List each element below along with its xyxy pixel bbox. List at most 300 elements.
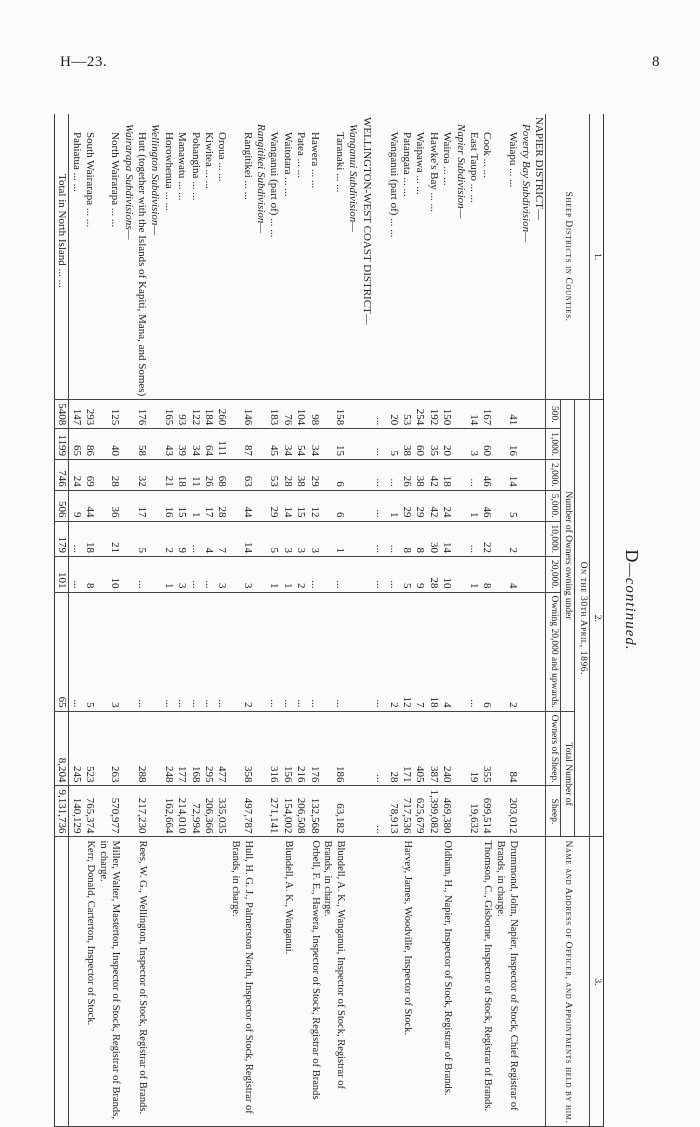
district-label: Manawatu <box>176 132 189 179</box>
officer-cell: Rees, W. G., Wellington, Inspector of Stock, Registrar of Brands. <box>135 837 148 1127</box>
table-row <box>400 114 413 1127</box>
value-cell: 44 <box>83 490 96 521</box>
value-cell: 46 <box>480 490 493 521</box>
officer-cell <box>519 837 532 1127</box>
value-cell: 34 <box>188 429 201 460</box>
table-row <box>188 114 201 1127</box>
sheep-owners-table <box>54 114 604 1127</box>
value-cell <box>519 557 532 593</box>
value-cell <box>346 429 359 460</box>
value-cell: 14 <box>493 460 518 491</box>
value-cell <box>532 592 546 711</box>
value-cell: 32 <box>135 460 148 491</box>
value-cell: 34 <box>281 429 294 460</box>
value-cell: 12 <box>307 490 320 521</box>
value-cell: 30 <box>426 521 439 557</box>
value-cell <box>346 592 359 711</box>
value-cell <box>519 786 532 837</box>
value-cell: 570,977 <box>96 786 121 837</box>
value-cell: 58 <box>135 429 148 460</box>
value-cell <box>346 557 359 593</box>
value-cell: 19 <box>467 711 480 786</box>
value-cell <box>519 400 532 429</box>
officer-cell <box>294 837 307 1127</box>
district-cell <box>359 114 372 400</box>
value-cell <box>121 711 134 786</box>
value-cell: ... <box>373 429 386 460</box>
value-cell <box>532 400 546 429</box>
value-cell: 176 <box>135 400 148 429</box>
value-cell <box>359 490 372 521</box>
value-cell <box>148 490 161 521</box>
value-cell: 5 <box>135 521 148 557</box>
value-cell <box>148 521 161 557</box>
value-cell: ... <box>373 786 386 837</box>
value-cell: 355 <box>480 711 493 786</box>
officer-cell <box>121 837 134 1127</box>
value-cell: 35 <box>426 429 439 460</box>
value-cell: ... <box>281 592 294 711</box>
value-cell <box>254 400 267 429</box>
value-cell <box>453 711 466 786</box>
value-cell: 248 <box>161 711 174 786</box>
value-cell <box>519 490 532 521</box>
value-cell: 293 <box>83 400 96 429</box>
value-cell <box>359 521 372 557</box>
value-cell: 54 <box>294 429 307 460</box>
column-header: 10,000. <box>546 521 560 557</box>
value-cell <box>532 786 546 837</box>
value-cell: ... <box>373 521 386 557</box>
value-cell <box>121 490 134 521</box>
column-header: 20,000. <box>546 557 560 593</box>
district-cell <box>281 114 294 400</box>
value-cell <box>148 460 161 491</box>
value-cell: 63,182 <box>321 786 346 837</box>
value-cell: 101 <box>54 557 68 593</box>
table-row <box>121 114 134 1127</box>
officer-cell <box>346 837 359 1127</box>
value-cell <box>359 557 372 593</box>
leader-dots: ... ... <box>241 177 254 200</box>
district-cell <box>175 114 188 400</box>
value-cell: 18 <box>440 460 453 491</box>
value-cell: ... <box>373 557 386 593</box>
value-cell <box>148 400 161 429</box>
value-cell: 26 <box>400 460 413 491</box>
value-cell: 18 <box>175 460 188 491</box>
value-cell: 625,679 <box>413 786 426 837</box>
district-cell <box>161 114 174 400</box>
value-cell: ... <box>321 592 346 711</box>
district-cell <box>254 114 267 400</box>
value-cell: 16 <box>493 429 518 460</box>
district-label: Pahiatua <box>70 132 83 170</box>
table-title-suffix: —continued. <box>622 563 638 651</box>
value-cell: 240 <box>440 711 453 786</box>
district-label: Oroua <box>216 132 229 160</box>
value-cell: 14 <box>440 521 453 557</box>
col3-header: Name and Address of Officer, and Appointments held by him. <box>546 837 589 1127</box>
table-row <box>346 114 359 1127</box>
value-cell: 184 <box>202 400 215 429</box>
district-label: Poverty Bay Subdivision— <box>519 124 532 242</box>
value-cell: 72,994 <box>188 786 201 837</box>
value-cell: 4 <box>493 557 518 593</box>
value-cell: 12 <box>400 592 413 711</box>
value-cell: 203,012 <box>493 786 518 837</box>
leader-dots: ... ... <box>481 155 494 178</box>
district-label: South Wairarapa <box>84 132 97 206</box>
value-cell <box>121 592 134 711</box>
value-cell <box>519 711 532 786</box>
value-cell: 36 <box>96 490 121 521</box>
value-cell: ... <box>188 592 201 711</box>
officer-cell: Kerr, Donald, Carterton, Inspector of Stock. <box>83 837 96 1127</box>
value-cell: 469,380 <box>440 786 453 837</box>
value-cell: 46 <box>480 460 493 491</box>
value-cell: 179 <box>54 521 68 557</box>
value-cell <box>254 490 267 521</box>
district-cell <box>386 114 399 400</box>
value-cell: 4 <box>202 521 215 557</box>
value-cell: ... <box>188 521 201 557</box>
value-cell: 39 <box>175 429 188 460</box>
value-cell: 1 <box>267 557 280 593</box>
value-cell <box>453 490 466 521</box>
value-cell: 2 <box>161 521 174 557</box>
value-cell <box>453 786 466 837</box>
value-cell: 405 <box>413 711 426 786</box>
value-cell: 65 <box>69 429 83 460</box>
value-cell: 140,129 <box>69 786 83 837</box>
value-cell: 147 <box>69 400 83 429</box>
value-cell <box>532 490 546 521</box>
value-cell: 122 <box>188 400 201 429</box>
header-row-date <box>575 114 589 1127</box>
value-cell: 29 <box>413 490 426 521</box>
value-cell: ... <box>307 557 320 593</box>
value-cell: 7 <box>413 592 426 711</box>
value-cell: 15 <box>321 429 346 460</box>
table-row <box>426 114 439 1127</box>
value-cell: 3 <box>467 429 480 460</box>
leader-dots: ... ... <box>333 170 346 193</box>
district-label: Wanganui (part of) <box>268 132 281 216</box>
value-cell: 78,913 <box>386 786 399 837</box>
value-cell <box>359 400 372 429</box>
value-cell: ... <box>267 592 280 711</box>
column-header: Owning 20,000 and upwards. <box>546 592 560 711</box>
value-cell: 263 <box>96 711 121 786</box>
value-cell: 150 <box>440 400 453 429</box>
officer-cell <box>426 837 439 1127</box>
district-label: Hawera <box>308 132 321 167</box>
value-cell: 477 <box>215 711 228 786</box>
value-cell <box>532 429 546 460</box>
value-cell: 29 <box>400 490 413 521</box>
district-label: Total in North Island <box>56 174 69 266</box>
value-cell: 183 <box>267 400 280 429</box>
value-cell <box>532 521 546 557</box>
value-cell: 17 <box>202 490 215 521</box>
value-cell <box>254 460 267 491</box>
officer-cell <box>386 837 399 1127</box>
value-cell <box>346 711 359 786</box>
leader-dots: ... ... <box>467 180 480 203</box>
value-cell: ... <box>135 592 148 711</box>
value-cell: 87 <box>229 429 254 460</box>
header-row-numbers <box>589 114 603 1127</box>
value-cell: ... <box>135 557 148 593</box>
district-label: Napier Subdivision— <box>454 124 467 219</box>
officer-cell <box>453 837 466 1127</box>
value-cell: 9,131,736 <box>54 786 68 837</box>
value-cell <box>148 711 161 786</box>
value-cell <box>359 460 372 491</box>
value-cell: 84 <box>493 711 518 786</box>
district-label: Patangata <box>400 132 413 175</box>
value-cell: ... <box>69 557 83 593</box>
value-cell <box>121 786 134 837</box>
district-label: Wairarapa Subdivisions— <box>122 124 135 240</box>
district-cell <box>121 114 134 400</box>
value-cell <box>453 557 466 593</box>
table-row <box>519 114 532 1127</box>
leader-dots: ... ... <box>387 215 400 238</box>
value-cell: 288 <box>135 711 148 786</box>
value-cell: 24 <box>69 460 83 491</box>
value-cell: 254 <box>413 400 426 429</box>
officer-cell <box>69 837 83 1127</box>
value-cell: 28 <box>215 490 228 521</box>
value-cell: 506 <box>54 490 68 521</box>
officer-cell <box>175 837 188 1127</box>
value-cell <box>148 557 161 593</box>
value-cell: 3 <box>215 557 228 593</box>
value-cell: ... <box>373 400 386 429</box>
officer-cell: Harvey, James, Woodville, Inspector of Stock. <box>400 837 413 1127</box>
value-cell: 6 <box>321 460 346 491</box>
district-cell <box>215 114 228 400</box>
value-cell: ... <box>467 460 480 491</box>
officer-cell: Blundell, A. K., Wanganui. <box>281 837 294 1127</box>
table-row <box>161 114 174 1127</box>
value-cell: 43 <box>161 429 174 460</box>
value-cell: 132,568 <box>307 786 320 837</box>
value-cell: 98 <box>307 400 320 429</box>
value-cell: 699,514 <box>480 786 493 837</box>
value-cell: 387 <box>426 711 439 786</box>
officer-cell: Orbell, F. E., Hawera, Inspector of Stock, Registrar of Brands <box>307 837 320 1127</box>
officer-cell: Miller, Walter, Masterton, Inspector of Stock, Registrar of Brands, in charge. <box>96 837 121 1127</box>
value-cell: 93 <box>175 400 188 429</box>
column-header: 5,000. <box>546 490 560 521</box>
value-cell: 216 <box>294 711 307 786</box>
totals-group-header: Total Number of <box>560 711 574 837</box>
page-code: H—23. <box>60 54 108 70</box>
officer-cell: Blundell, A. K., Wanganui, Inspector of Stock, Registrar of Brands, in charge. <box>321 837 346 1127</box>
col2-header: On the 30th April, 1896. <box>575 400 589 837</box>
value-cell <box>254 711 267 786</box>
table-row <box>493 114 518 1127</box>
district-label: Cook <box>481 132 494 156</box>
officer-cell: Oldham, H., Napier, Inspector of Stock, Registrar of Brands. <box>440 837 453 1127</box>
value-cell: ... <box>373 592 386 711</box>
value-cell: 176 <box>307 711 320 786</box>
table-row <box>83 114 96 1127</box>
value-cell: ... <box>202 557 215 593</box>
officer-cell <box>413 837 426 1127</box>
table-row <box>440 114 453 1127</box>
district-label: Wellington Subdivision— <box>149 124 162 236</box>
value-cell: 177 <box>175 711 188 786</box>
table-row <box>69 114 83 1127</box>
value-cell: 28 <box>96 460 121 491</box>
table-title <box>621 100 642 1100</box>
value-cell: ... <box>202 592 215 711</box>
value-cell <box>532 557 546 593</box>
value-cell: 34 <box>307 429 320 460</box>
district-cell <box>202 114 215 400</box>
value-cell: 76 <box>281 400 294 429</box>
value-cell: 8,204 <box>54 711 68 786</box>
table-row <box>480 114 493 1127</box>
value-cell: 186 <box>321 711 346 786</box>
value-cell: ... <box>373 460 386 491</box>
value-cell: 206,508 <box>294 786 307 837</box>
table-row <box>267 114 280 1127</box>
value-cell: ... <box>386 557 399 593</box>
rotated-table-sheet <box>56 100 642 1124</box>
leader-dots: ... ... <box>216 159 229 182</box>
value-cell: 2 <box>386 592 399 711</box>
value-cell: 746 <box>54 460 68 491</box>
value-cell: 156 <box>281 711 294 786</box>
value-cell: 146 <box>229 400 254 429</box>
value-cell <box>346 490 359 521</box>
value-cell: 1 <box>321 521 346 557</box>
value-cell: 53 <box>267 460 280 491</box>
value-cell: 125 <box>96 400 121 429</box>
table-row <box>532 114 546 1127</box>
value-cell: 28 <box>281 460 294 491</box>
value-cell <box>359 429 372 460</box>
value-cell: 38 <box>413 460 426 491</box>
table-row <box>175 114 188 1127</box>
column-header: 2,000. <box>546 460 560 491</box>
value-cell: ... <box>69 521 83 557</box>
value-cell: 1 <box>386 490 399 521</box>
value-cell <box>254 592 267 711</box>
table-row <box>321 114 346 1127</box>
value-cell: 28 <box>426 557 439 593</box>
leader-dots: ... ... <box>414 172 427 195</box>
value-cell: 1 <box>281 557 294 593</box>
district-cell <box>400 114 413 400</box>
value-cell <box>254 557 267 593</box>
district-label: Kiwitea <box>203 132 216 167</box>
value-cell <box>121 400 134 429</box>
value-cell: 3 <box>281 521 294 557</box>
district-cell <box>188 114 201 400</box>
value-cell: 20 <box>386 400 399 429</box>
value-cell: 1 <box>161 557 174 593</box>
leader-dots: ... ... <box>506 165 519 188</box>
value-cell: 21 <box>96 521 121 557</box>
value-cell: 69 <box>83 460 96 491</box>
value-cell: 10 <box>96 557 121 593</box>
value-cell: 28 <box>386 711 399 786</box>
district-label: Hawke's Bay <box>427 132 440 190</box>
value-cell <box>121 521 134 557</box>
value-cell: 1 <box>467 490 480 521</box>
leader-dots: ... ... <box>441 163 454 186</box>
value-cell: 1,399,082 <box>426 786 439 837</box>
column-header: Sheep. <box>546 786 560 837</box>
value-cell <box>532 711 546 786</box>
officer-cell <box>254 837 267 1127</box>
value-cell: 41 <box>493 400 518 429</box>
value-cell <box>359 592 372 711</box>
value-cell: ... <box>373 490 386 521</box>
leader-dots: ... ... <box>427 189 440 212</box>
value-cell: 5 <box>267 521 280 557</box>
officer-cell <box>161 837 174 1127</box>
district-cell <box>467 114 480 400</box>
value-cell: 260 <box>215 400 228 429</box>
value-cell <box>453 521 466 557</box>
district-cell <box>426 114 439 400</box>
value-cell: 20 <box>440 429 453 460</box>
leader-dots: ... ... <box>400 174 413 197</box>
district-cell <box>294 114 307 400</box>
district-cell <box>532 114 546 400</box>
value-cell: 14 <box>281 490 294 521</box>
district-label: Wairoa <box>441 132 454 164</box>
district-cell <box>440 114 453 400</box>
table-row <box>413 114 426 1127</box>
district-cell <box>54 114 68 400</box>
value-cell: 8 <box>413 521 426 557</box>
value-cell: 9 <box>175 521 188 557</box>
officer-cell <box>267 837 280 1127</box>
district-cell <box>148 114 161 400</box>
table-row <box>254 114 267 1127</box>
value-cell: 335,035 <box>215 786 228 837</box>
table-row <box>453 114 466 1127</box>
value-cell <box>254 786 267 837</box>
value-cell: 271,141 <box>267 786 280 837</box>
column-header: Owners of Sheep. <box>546 711 560 786</box>
value-cell: 167 <box>480 400 493 429</box>
officer-cell: Hull, H. G. J., Palmerston North, Inspector of Stock, Registrar of Brands, in charge. <box>229 837 254 1127</box>
value-cell: 5408 <box>54 400 68 429</box>
value-cell: 192 <box>426 400 439 429</box>
value-cell <box>519 429 532 460</box>
leader-dots: ... ... <box>203 166 216 189</box>
value-cell: 6 <box>480 592 493 711</box>
value-cell: 206,366 <box>202 786 215 837</box>
leader-dots: ... ... <box>84 205 97 228</box>
value-cell: 65 <box>54 592 68 711</box>
district-cell <box>346 114 359 400</box>
value-cell: 523 <box>83 711 96 786</box>
value-cell: 717,536 <box>400 786 413 837</box>
col2-number: 2. <box>589 400 603 837</box>
value-cell: 68 <box>215 460 228 491</box>
table-row <box>215 114 228 1127</box>
